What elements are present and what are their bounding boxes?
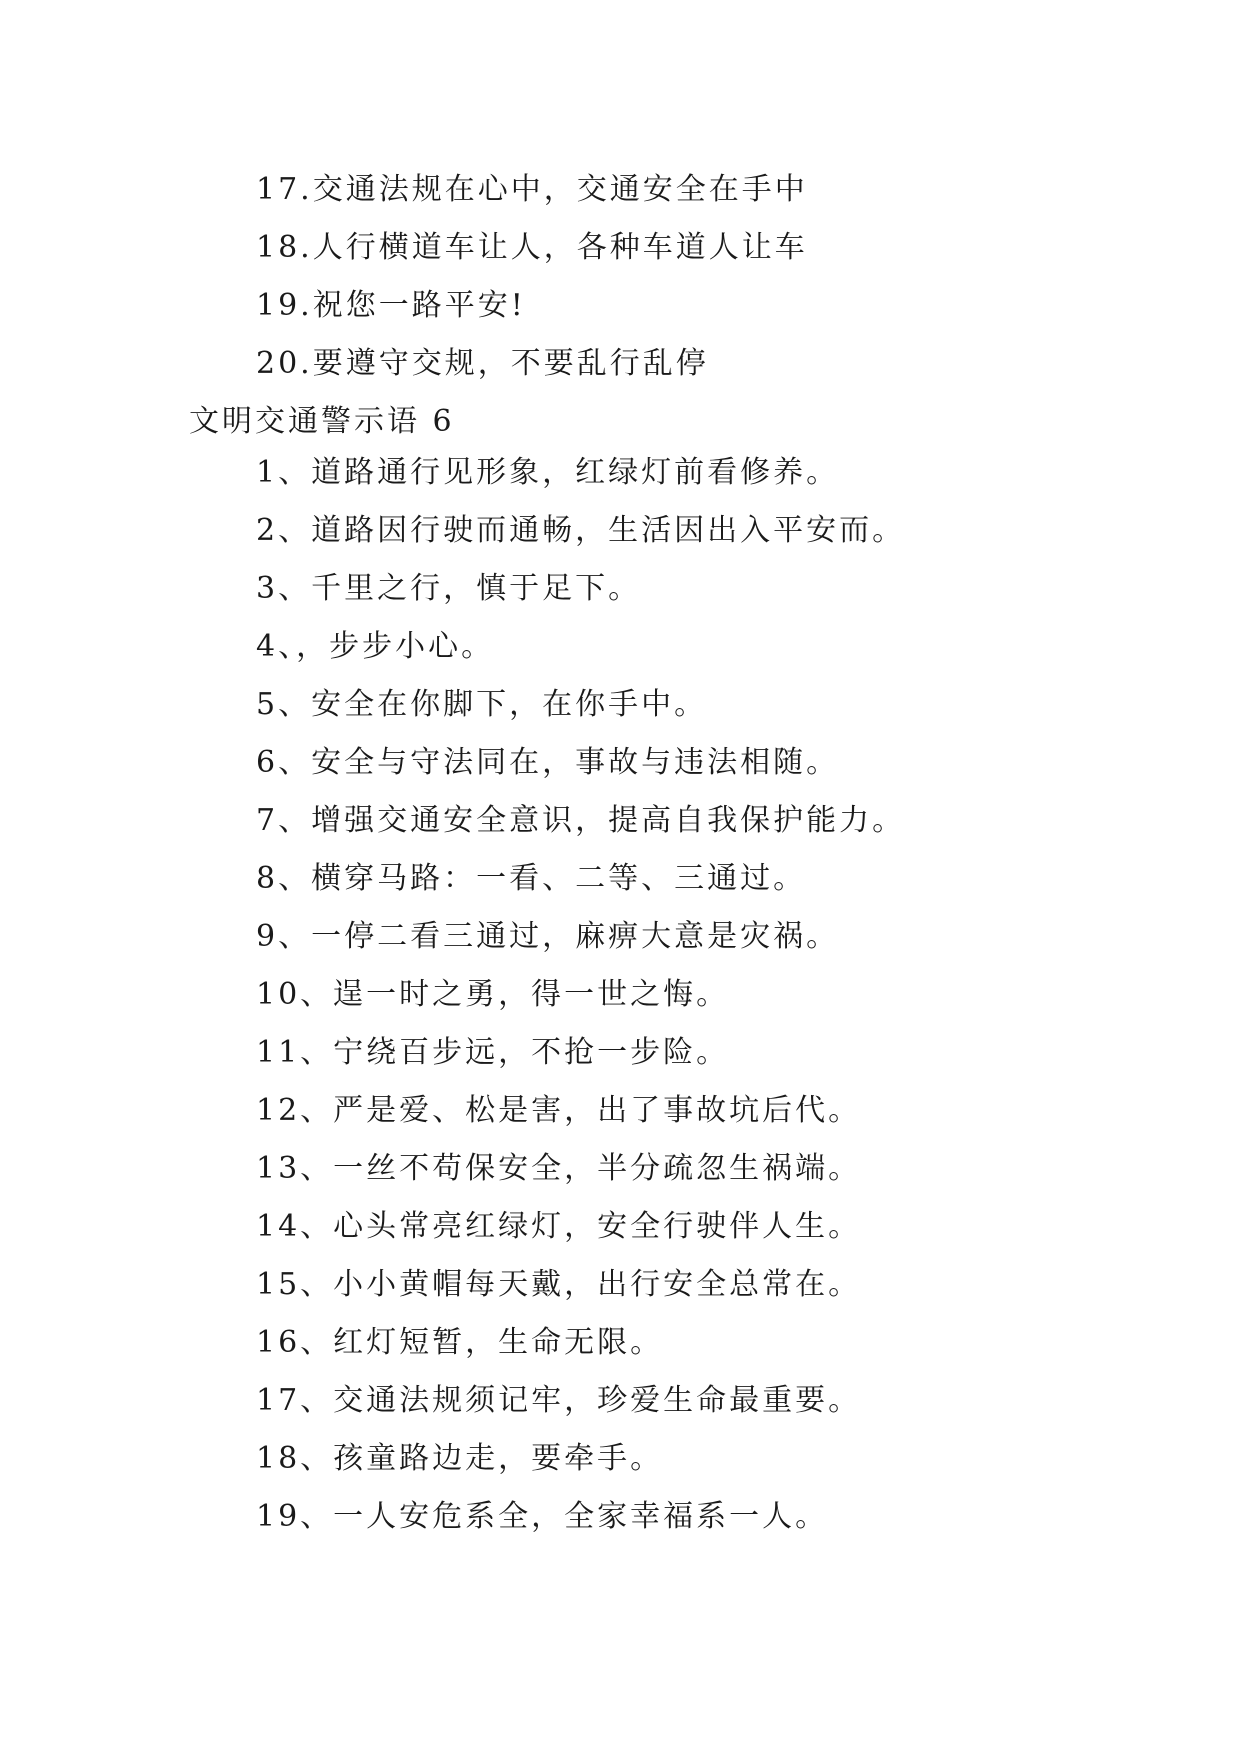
list-item: 20.要遵守交规，不要乱行乱停	[256, 346, 709, 381]
list-item: 19、一人安危系全，全家幸福系一人。	[256, 1499, 829, 1534]
list-item: 17.交通法规在心中，交通安全在手中	[256, 172, 808, 207]
list-item: 11、宁绕百步远，不抢一步险。	[256, 1035, 730, 1070]
list-item: 15、小小黄帽每天戴，出行安全总常在。	[256, 1267, 862, 1302]
top-list	[0, 161, 1241, 451]
list-item: 6、安全与守法同在，事故与违法相随。	[256, 745, 840, 780]
list-item: 17、交通法规须记牢，珍爱生命最重要。	[256, 1383, 862, 1418]
list-item: 13、一丝不苟保安全，半分疏忽生祸端。	[256, 1151, 862, 1186]
list-item: 12、严是爱、松是害，出了事故坑后代。	[256, 1093, 862, 1128]
list-item: 9、一停二看三通过，麻痹大意是灾祸。	[256, 919, 840, 954]
list-item: 18、孩童路边走，要牵手。	[256, 1441, 664, 1476]
list-item: 2、道路因行驶而通畅，生活因出入平安而。	[256, 513, 906, 548]
list-item: 1、道路通行见形象，红绿灯前看修养。	[256, 455, 840, 490]
list-item: 10、逞一时之勇，得一世之悔。	[256, 977, 730, 1012]
list-item: 4、，步步小心。	[256, 629, 495, 664]
list-item: 14、心头常亮红绿灯，安全行驶伴人生。	[256, 1209, 862, 1244]
list-item: 16、红灯短暂，生命无限。	[256, 1325, 664, 1360]
list-item: 7、增强交通安全意识，提高自我保护能力。	[256, 803, 906, 838]
list-item: 8、横穿马路：一看、二等、三通过。	[256, 861, 807, 896]
list-item: 19.祝您一路平安!	[256, 288, 526, 323]
section-list	[0, 444, 1241, 1546]
list-item: 18.人行横道车让人，各种车道人让车	[256, 230, 808, 265]
section-heading: 文明交通警示语 6	[189, 404, 455, 439]
list-item: 3、千里之行，慎于足下。	[256, 571, 642, 606]
list-item: 5、安全在你脚下，在你手中。	[256, 687, 708, 722]
